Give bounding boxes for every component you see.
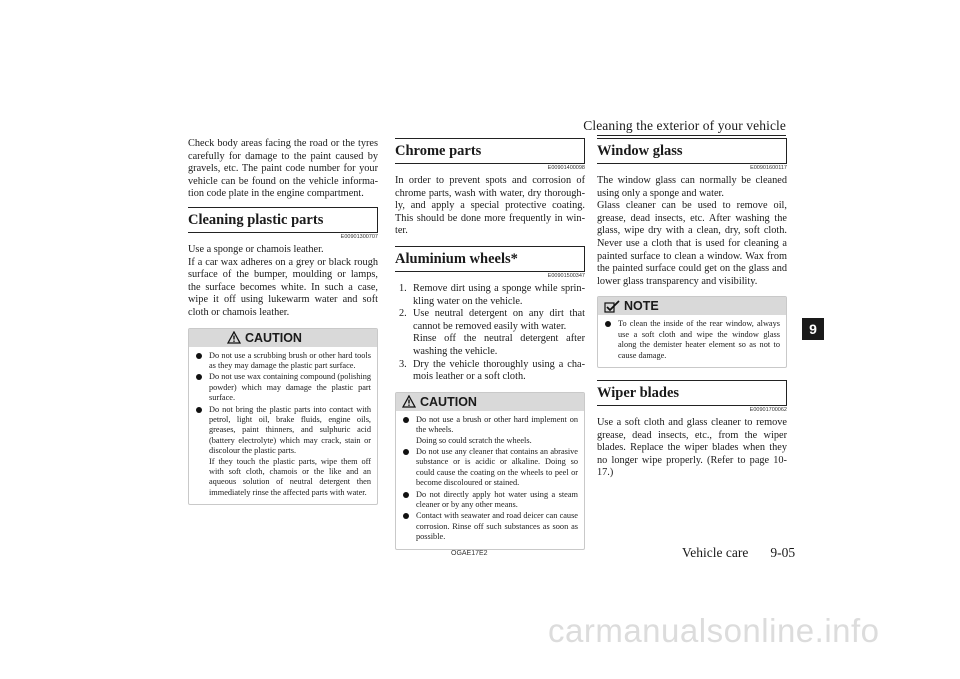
section-heading-chrome [395,138,585,164]
caution-item [195,351,371,372]
section-code: E00901500347 [547,272,585,279]
heading-text: Cleaning plastic parts [188,211,324,228]
heading-rule [597,405,787,406]
caution-text: Contact with seawater and road deicer can cause corrosion. Rinse off such substances as soon as possible. [416,511,578,542]
note-check-icon [604,300,620,313]
section-code: E00901700062 [749,406,787,413]
column-2 [395,138,585,550]
step-item [395,359,585,384]
section-heading-wiper-blades [597,380,787,406]
note-item [604,319,780,361]
footer-section: Vehicle care [682,545,749,560]
caution-text: Do not use a scrubbing brush or other hard tools as they may damage the plastic part surface. [209,350,371,370]
section-heading-aluminium [395,246,585,272]
header-rule [597,135,786,136]
caution-item [195,405,371,499]
caution-item [195,372,371,403]
caution-box [188,328,378,506]
heading-rule [188,232,378,233]
caution-item [402,447,578,489]
page-footer [682,545,795,561]
bullet-icon [196,353,202,359]
watermark: carmanualsonline.info [548,612,880,649]
paragraph: Glass cleaner can be used to remove oil, grease, dead insects, etc. After washing the glass, wipe dry with a clean, dry, soft cloth. Never use a cloth that is used for cleaning a painted surface to clean a window. Wax from the painted surface could get on the glass and lower glass transparency and visibility. [597,200,787,287]
step-item [395,308,585,358]
section-heading-plastic [188,207,378,233]
note-box [597,296,787,368]
heading-rule [786,138,787,164]
heading-rule [584,138,585,164]
bullet-icon [403,513,409,519]
page-number: 9-05 [770,545,796,560]
section-code: E00901300707 [340,233,378,240]
heading-rule [395,271,585,272]
section-heading-window-glass [597,138,787,164]
caution-title: CAUTION [245,330,302,345]
intro-paragraph: Check body areas facing the road or the tyres carefully for damage to the paint caused by gravels, etc. The paint code number for your vehicle can be found on the vehicle information code plate in the engine compartment. [188,138,378,200]
heading-rule [597,138,787,139]
heading-rule [584,246,585,272]
bullet-icon [403,449,409,455]
heading-text: Aluminium wheels* [395,250,518,267]
heading-rule [395,246,585,247]
caution-title-bar [396,393,584,411]
bullet-icon [196,374,202,380]
bullet-icon [403,417,409,423]
heading-rule [377,207,378,233]
bullet-icon [403,492,409,498]
column-3 [597,138,787,480]
step-number: 3. [399,358,407,370]
section-code: E00901400098 [547,165,585,171]
heading-rule [395,138,585,139]
heading-text: Wiper blades [597,384,680,401]
note-title: NOTE [624,299,659,314]
paragraph: The window glass can normally be cleaned using only a sponge and water. [597,175,787,199]
caution-text: Do not use a brush or other hard implement on the wheels. Doing so could scratch the wheels. [416,414,578,445]
model-code: OGAE17E2 [451,550,488,557]
step-item [395,283,585,308]
note-title-bar [598,297,786,315]
caution-item [402,511,578,542]
step-text: Dry the vehicle thoroughly using a chamois leather or a soft cloth. [413,358,585,383]
heading-text: Chrome parts [395,143,482,159]
warning-triangle-icon [402,395,416,408]
heading-rule [188,207,378,208]
warning-triangle-icon [227,331,241,344]
paragraph: Use a soft cloth and glass cleaner to remove grease, dead insects, etc., from the wiper blades. Replace the wiper blades when they no longer wipe properly. (Refer to page 10-17.) [597,416,787,479]
running-head: Cleaning the exterior of your vehicle [583,118,786,133]
note-text: To clean the inside of the rear window, always use a soft cloth and wipe the window glass along the demister heater element so as not to cause damage. [618,319,780,360]
steps-list [395,283,585,384]
step-text: Remove dirt using a sponge while sprinkling water on the vehicle. [413,282,585,307]
heading-rule [395,163,585,164]
bullet-icon [196,407,202,413]
heading-rule [597,380,787,381]
caution-text: Do not use wax containing compound (polishing powder) which may damage the plastic part surface. [209,372,371,403]
heading-rule [597,163,787,164]
column-1 [188,138,378,505]
caution-item [402,415,578,446]
caution-item [402,490,578,511]
heading-rule [786,380,787,406]
paragraph: Use a sponge or chamois leather. [188,243,324,255]
heading-text: Window glass [597,143,683,159]
paragraph: If a car wax adheres on a grey or black rough surface of the bumper, moulding or lamps, the surface becomes white. In such a case, wipe it off using lukewarm water and soft cloth or chamois leather. [188,256,378,318]
chapter-tab: 9 [802,318,824,340]
caution-text: Do not use any cleaner that contains an abrasive substance or is acidic or alkaline. Doing so could cause the coating on the wheels to peel or become discoloured or stained. [416,446,578,488]
caution-text: Do not directly apply hot water using a steam cleaner or by any other means. [416,489,578,509]
caution-text: Do not bring the plastic parts into contact with petrol, light oil, brake fluids, engine oils, greases, paint thinners, and sulphuric acid (battery electrolyte) which may crack, stain or discolour the plastic parts. If they touch the plastic parts, wipe them off with soft cloth, chamois or the like and an aqueous solution of neutral detergent then immediately rinse the affected parts with water. [209,404,371,497]
caution-title-bar [189,329,377,347]
caution-title: CAUTION [420,394,477,409]
step-text: Use neutral detergent on any dirt that cannot be removed easily with water. Rinse off the neutral detergent after washing the vehicle. [413,308,585,357]
section-code: E00901600117 [750,165,787,171]
step-number: 1. [399,282,407,294]
caution-box [395,392,585,550]
bullet-icon [605,321,611,327]
step-number: 2. [399,308,407,320]
paragraph: In order to prevent spots and corrosion of chrome parts, wash with water, dry thoroughly, and apply a special protective coating. This should be done more frequently in winter. [395,175,585,237]
